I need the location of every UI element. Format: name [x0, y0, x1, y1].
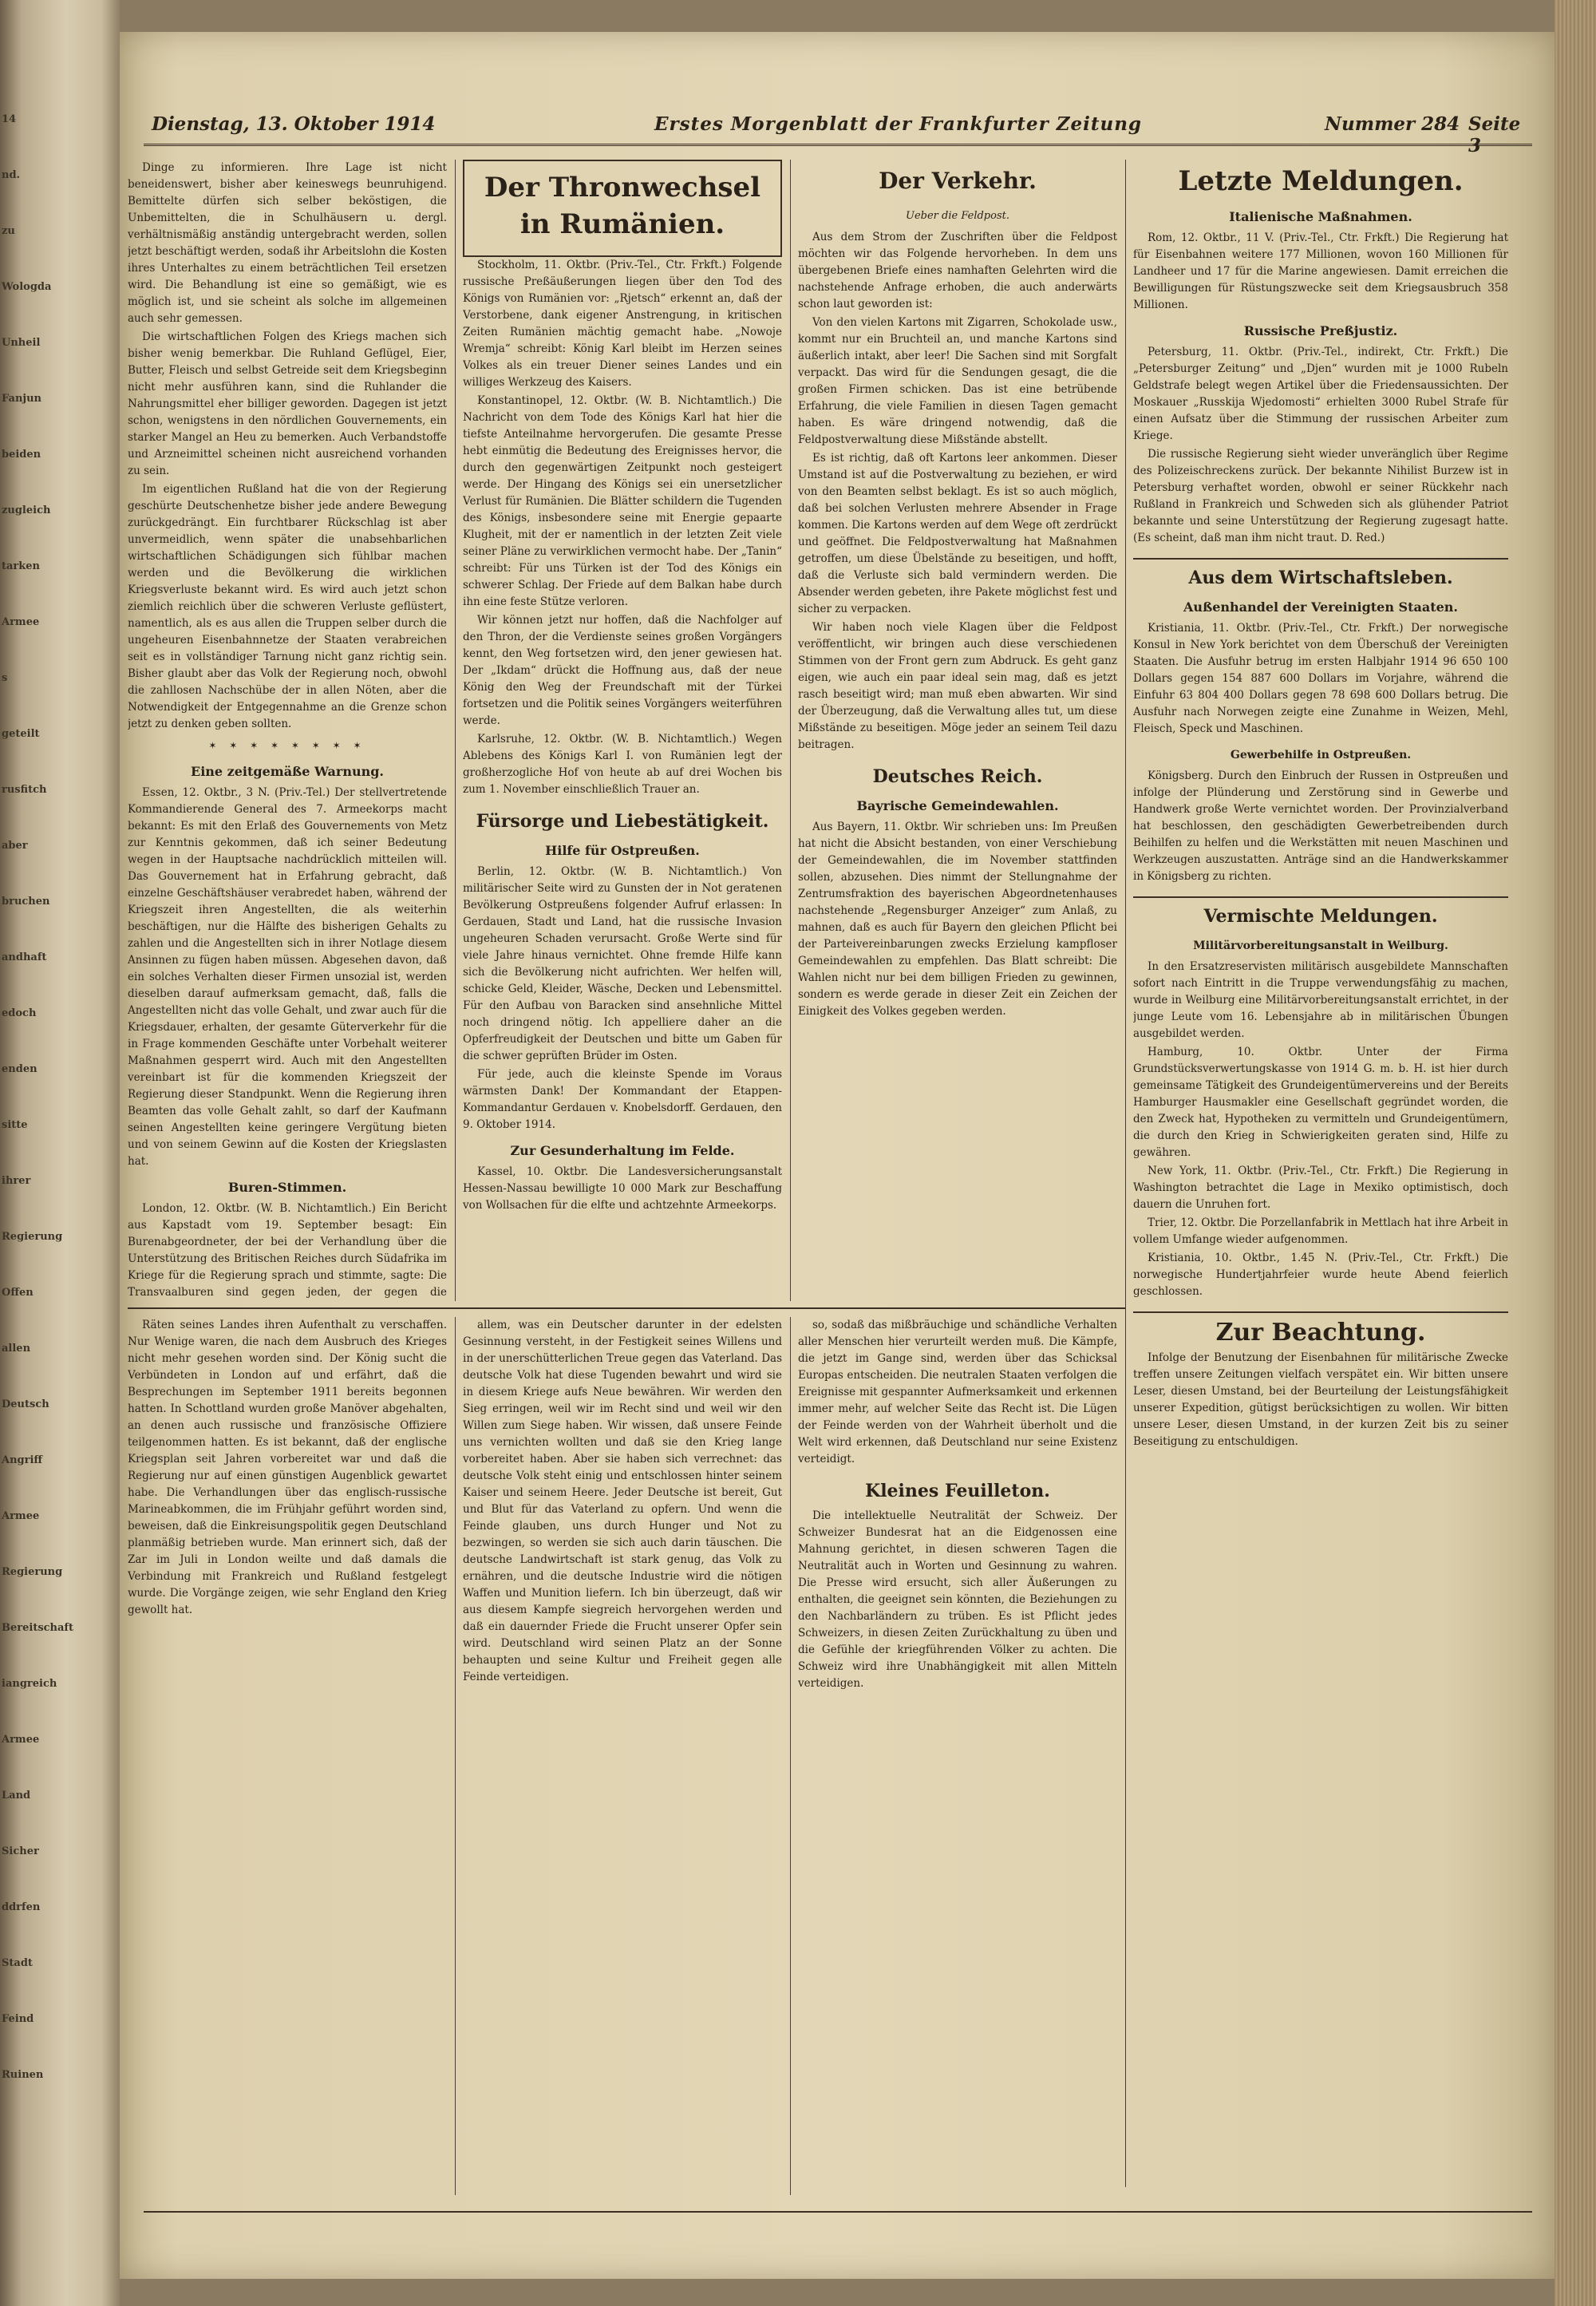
header-paper-title: Erstes Morgenblatt der Frankfurter Zeitung [654, 113, 1143, 135]
fragment-text: Angriff [2, 1454, 43, 1466]
fragment-text: zugleich [2, 504, 51, 516]
column-1 [128, 160, 447, 1301]
bottom-column-2 [463, 1317, 782, 2195]
fragment-text: 14 [2, 113, 17, 125]
article-text: Konstantinopel, 12. Oktbr. (W. B. Nichtamtlich.) Die Nachricht von dem Tode des Königs Karl hat hier die tiefste Anteilnahme hervorgerufen. Die gesamte Presse hebt einmütig die Bedeutung des Ereignisses hervor, die durch den gegenwärtigen Zeitpunkt noch gesteigert werde. Der Hingang des Königs sei ein unersetzlicher Verlust für Rumänien. Die Blätter schildern die Tugenden des Königs, insbesondere seine mit Energie gepaarte Klugheit, mit der er namentlich in der letzten Zeit viele seiner Pläne zu verwirklichen vermocht habe. Der „Tanin“ schreibt: Für uns Türken ist der Tod des Königs ein schwerer Schlag. Der Friede auf dem Balkan habe durch ihn eine feste Stütze verloren. [463, 394, 782, 608]
article-text: Stockholm, 11. Oktbr. (Priv.-Tel., Ctr. Frkft.) Folgende russische Preßäußerungen liegen über den Tod des Königs von Rumänien vor: „Rjetsch“ erkennt an, daß der Verstorbene, dank eigener Anstrengung, in kritischen Zeiten Rumänien mächtig gemacht habe. „Nowoje Wremja“ schreibt: König Karl bleibt im Herzen seines Volkes als ein treuer Diener seines Landes und ein williges Werkzeug des Kaisers. [463, 259, 782, 389]
fragment-text: Deutsch [2, 1398, 49, 1410]
article-text: Für jede, auch die kleinste Spende im Voraus wärmsten Dank! Der Kommandant der Etappen-Kommandantur Gerdauen v. Knobelsdorff. Gerdauen, den 9. Oktober 1914. [463, 1068, 782, 1131]
section-heading: Zur Gesunderhaltung im Felde. [510, 1143, 735, 1158]
section-heading: Aus dem Wirtschaftsleben. [1133, 558, 1508, 590]
article-text: Im eigentlichen Rußland hat die von der Regierung geschürte Deutschenhetze bisher jede andere Bewegung zurückgedrängt. Ein furchtbarer Rückschlag ist aber unvermeidlich, wenn später die unabsehbarlichen wirtschaftlichen Schädigungen sich fühlbar machen werden und die Bevölkerung die wirklichen Kriegsverluste bekannt wird. Es wird auch jetzt schon ziemlich reichlich über die schweren Verluste geflüstert, namentlich, als es aus allen die Truppen selber durch die ungeheuren Eisenbahnnetze der Staaten verabreichen seit es in vollständiger Tarnung nicht ganz richtig sein. Bisher glaubt aber das Volk der Regierung noch, obwohl die zahllosen Nachschübe der in allen Nöten, aber die Notwendigkeit der Entgegennahme an die Grenze schon jetzt zu denken geben sollten. [128, 483, 447, 730]
fragment-text: aber [2, 840, 28, 852]
bottom-column-1 [128, 1317, 447, 2195]
article-text: Von den vielen Kartons mit Zigarren, Schokolade usw., kommt nur ein Bruchteil an, und manche Kartons sind äußerlich intakt, aber leer! Die Sachen sind mit Sorgfalt verpackt. Das wird für die Sendungen gesagt, die die großen Firmen schicken. Das ist eine betrübende Erfahrung, die viele Familien in diesen Tagen gemacht haben. Es wäre dringend notwendig, daß die Feldpostverwaltung diese Mißstände abstellt. [798, 316, 1117, 446]
page-bottom-rule [144, 2211, 1532, 2213]
article-text: New York, 11. Oktbr. (Priv.-Tel., Ctr. Frkft.) Die Regierung in Washington betrachtet die Lage in Mexiko optimistisch, doch dauern die Unruhen fort. [1133, 1165, 1508, 1211]
main-headline: Der Thronwechsel in Rumänien. [484, 172, 761, 240]
fragment-text: Unheil [2, 337, 41, 349]
fragment-text: zu [2, 225, 15, 237]
fragment-text: Armee [2, 616, 40, 628]
fragment-text: nd. [2, 169, 21, 181]
section-subheading: Außenhandel der Vereinigten Staaten. [1183, 599, 1458, 615]
bottom-column-3 [798, 1317, 1117, 2195]
article-text: Königsberg. Durch den Einbruch der Russen in Ostpreußen und infolge der Plünderung und Zerstörung sind in Gewerbe und Handwerk große Werte vernichtet worden. Der Provinzialverband hat beschlossen, den geschädigten Gewerbetreibenden durch Beihilfen zu helfen und die Werkstätten mit neuen Maschinen und Werkzeugen auszustatten. Anträge sind an die Handwerkskammer in Königsberg zu richten. [1133, 769, 1508, 883]
fragment-text: s [2, 672, 8, 684]
article-text: Es ist richtig, daß oft Kartons leer ankommen. Dieser Umstand ist auf die Postverwaltung zu beziehen, er wird von den Beamten selbst beklagt. Es ist so auch möglich, daß bei solchen Verlusten mehrere Absender in Frage kommen. Die Kartons werden auf dem Wege oft zerdrückt und geöffnet. Die Feldpostverwaltung hat Maßnahmen getroffen, um diese Übelstände zu beseitigen, und hofft, daß die Verluste sich bald vermindern werden. Die Absender werden gebeten, ihre Pakete möglichst fest und sicher zu verpacken. [798, 452, 1117, 615]
fragment-text: Sicher [2, 1845, 39, 1857]
article-text: Trier, 12. Oktbr. Die Porzellanfabrik in Mettlach hat ihre Arbeit in vollem Umfange wieder aufgenommen. [1133, 1216, 1508, 1246]
fragment-text: Armee [2, 1510, 40, 1522]
article-text: London, 12. Oktbr. (W. B. Nichtamtlich.) Ein Bericht aus Kapstadt vom 19. September besagt: Ein Burenabgeordneter, der bei der Verhandlung über die Unterstützung des Britischen Reiches durch Südafrika im Kriege für die Regierung sprach und stimmte, sagte: Die Transvaalburen sind gegen jeden, der gegen die [128, 1202, 447, 1299]
section-heading: Eine zeitgemäße Warnung. [191, 764, 384, 779]
section-headline: Letzte Meldungen. [1178, 165, 1464, 197]
fragment-text: andhaft [2, 951, 47, 963]
fragment-text: sitte [2, 1119, 28, 1131]
article-text: Aus Bayern, 11. Oktbr. Wir schrieben uns: Im Preußen hat nicht die Absicht bestanden, von einer Verschiebung der Gemeindewahlen, die im November stattfinden sollen, abzusehen. Dies nimmt der Stellungnahme der Zentrumsfraktion des bayerischen Abgeordnetenhauses nachstehende „Regensburger Anzeiger“ zum Anlaß, zu mahnen, daß es auch für Bayern den gleichen Pflicht bei der Parteivereinbarungen zwecks Erzielung kampfloser Gemeindewahlen zu empfehlen. Das Blatt schreibt: Die Wahlen nicht nur bei dem billigen Frieden zu gewinnen, sondern es werde gerade in dieser Zeit ein Zeichen der Einigkeit des Volkes gegeben werden. [798, 821, 1117, 1018]
section-subheading: Hilfe für Ostpreußen. [545, 843, 700, 858]
fragment-text: rusfitch [2, 784, 47, 796]
article-text: Kassel, 10. Oktbr. Die Landesversicherungsanstalt Hessen-Nassau bewilligte 10 000 Mark zur Beschaffung von Wollsachen für die elfte und achtzehnte Armeekorps. [463, 1165, 782, 1212]
fragment-text: Ruinen [2, 2069, 44, 2081]
section-divider [128, 1307, 1125, 1309]
fragment-text: Fanjun [2, 393, 42, 405]
section-headline: Der Verkehr. [879, 168, 1037, 194]
column-4 [1133, 160, 1508, 2187]
column-3 [798, 160, 1117, 1301]
column-rule [455, 160, 456, 1301]
article-text: Petersburg, 11. Oktbr. (Priv.-Tel., indirekt, Ctr. Frkft.) Die „Petersburger Zeitung“ und „Djen“ wurden mit je 1000 Rubeln Geldstrafe belegt wegen Artikel über die Friedensaussichten. Der Moskauer „Russkija Wjedomosti“ erhielten 3000 Rubel Strafe für einen Aufsatz über die Stimmung der russischen Arbeiter zum Kriege. [1133, 346, 1508, 442]
headline-box [463, 160, 782, 257]
column-2 [463, 160, 782, 1301]
section-subheading: Militärvorbereitungsanstalt in Weilburg. [1193, 939, 1448, 952]
fragment-text: Armee [2, 1734, 40, 1746]
article-text: Wir können jetzt nur hoffen, daß die Nachfolger auf den Thron, der die Verdienste seines großen Vorgängers kennt, den Weg fortsetzen wird, den jener gewiesen hat. Der „Ikdam“ drückt die Hoffnung aus, daß der neue König den Weg der Freundschaft mit der Türkei fortsetzen und die Politik seines Vorgängers weiterführen werde. [463, 614, 782, 727]
section-heading: Kleines Feuilleton. [865, 1481, 1050, 1501]
previous-page-fragment [0, 112, 112, 2203]
header-issue-number: Nummer 284 [1325, 113, 1460, 135]
fragment-text: Offen [2, 1287, 34, 1299]
fragment-text: Regierung [2, 1566, 63, 1578]
column-rule [790, 1317, 791, 2195]
section-heading: Buren-Stimmen. [227, 1180, 347, 1195]
fragment-text: Land [2, 1790, 31, 1802]
section-subheading: Ueber die Feldpost. [906, 210, 1009, 222]
article-text: Kristiania, 10. Oktbr., 1.45 N. (Priv.-Tel., Ctr. Frkft.) Die norwegische Hundertjahrfeier wurde heute Abend feierlich geschlossen. [1133, 1252, 1508, 1298]
section-heading: Italienische Maßnahmen. [1229, 209, 1412, 224]
fragment-text: edoch [2, 1007, 37, 1019]
article-text: Infolge der Benutzung der Eisenbahnen für militärische Zwecke treffen unsere Zeitungen vielfach verspätet ein. Wir bitten unsere Leser, diesen Umstand, bei der Beurteilung der Leistungsfähigkeit unserer Expedition, gütigst berücksichtigen zu wollen. Wir bitten unsere Leser, diesen Umstand, in der kurzen Zeit bis zu seiner Beseitigung zu entschuldigen. [1133, 1351, 1508, 1448]
fragment-text: tarken [2, 560, 41, 572]
fragment-text: Regierung [2, 1231, 63, 1243]
article-text: Die wirtschaftlichen Folgen des Kriegs machen sich bisher wenig bemerkbar. Die Ruhland Geflügel, Eier, Butter, Fleisch und selbst Getreide seit dem Kriegsbeginn nicht mehr ausführen kann, sind die Ruhlander die Nahrungsmittel eher billiger geworden. Dagegen ist jetzt schon, wenigstens in den nördlichen Gouvernements, ein starker Mangel an Heu zu bemerken. Auch Verbandstoffe und Arzneimittel scheinen nicht ausreichend vorhanden zu sein. [128, 330, 447, 477]
section-subheading: Bayrische Gemeindewahlen. [856, 798, 1059, 813]
article-text: Rom, 12. Oktbr., 11 V. (Priv.-Tel., Ctr. Frkft.) Die Regierung hat für Eisenbahnen weitere 177 Millionen, wovon 160 Millionen für Landheer und 17 für die Marine angewiesen. Damit erreichen die Bewilligungen für Rüstungszwecke seit dem Kriegsausbruch 358 Millionen. [1133, 231, 1508, 311]
article-text: Kristiania, 11. Oktbr. (Priv.-Tel., Ctr. Frkft.) Der norwegische Konsul in New York berichtet von dem Überschuß der Vereinigten Staaten. Die Ausfuhr betrug im ersten Halbjahr 1914 96 650 100 Dollars gegen 154 887 600 Dollars im Vorjahre, während die Einfuhr 63 804 400 Dollars gegen 78 698 600 Dollars betrug. Die Ausfuhr nach Norwegen zeigte eine Zunahme in Weizen, Mehl, Fleisch, Speck und Maschinen. [1133, 622, 1508, 735]
article-text: Berlin, 12. Oktbr. (W. B. Nichtamtlich.) Von militärischer Seite wird zu Gunsten der in Not geratenen Bevölkerung Ostpreußens folgender Aufruf erlassen: In Gerdauen, Stadt und Land, hat die russische Invasion ungeheuren Schaden verursacht. Große Werte sind für viele Jahre hinaus vernichtet. Ohne fremde Hilfe kann sich die Bevölkerung nicht aufrichten. Wer helfen will, schicke Geld, Kleider, Wäsche, Decken und Lebensmittel. Für den Aufbau von Baracken sind ansehnliche Mittel noch dringend nötig. Ich appelliere daher an die Opferfreudigkeit der Deutschen und bitte um Gaben für die schwer geprüften Brüder im Osten. [463, 865, 782, 1062]
header-date: Dienstag, 13. Oktober 1914 [152, 113, 436, 135]
newspaper-page [120, 32, 1556, 2279]
page-header [144, 109, 1532, 156]
section-heading: Zur Beachtung. [1133, 1311, 1508, 1345]
fragment-text: iangreich [2, 1678, 57, 1690]
fragment-text: ihrer [2, 1175, 31, 1187]
article-text: Räten seines Landes ihren Aufenthalt zu verschaffen. Nur Wenige waren, die nach dem Ausbruch des Krieges nicht mehr gesehen worden sind. Der König sucht die Verbündeten in London auf und erfährt, daß die Besprechungen im September 1911 bereits begonnen hatten. In Schottland wurden große Manöver abgehalten, an denen auch russische und französische Offiziere teilgenommen hatten. Es ist bekannt, daß der englische Kriegsplan seit Jahren vorbereitet war und daß die Regierung nur auf einen günstigen Augenblick gewartet habe. Die Verhandlungen über das englisch-russische Marineabkommen, die im Frühjahr geführt worden sind, beweisen, daß die Einkreisungspolitik gegen Deutschland planmäßig betrieben wurde. Man erinnert sich, daß der Zar im Juli in London weilte und daß damals die Verbindung mit Frankreich und Rußland festgelegt wurde. Die Vorgänge zeigen, wie sehr England den Krieg gewollt hat. [128, 1319, 447, 1616]
fragment-text: beiden [2, 449, 41, 461]
section-heading: Fürsorge und Liebestätigkeit. [476, 811, 769, 832]
section-heading: Vermischte Meldungen. [1133, 896, 1508, 928]
article-text: Aus dem Strom der Zuschriften über die Feldpost möchten wir das Folgende hervorheben. In dem uns übergebenen Briefe eines namhaften Gelehrten wird die nachstehende Anfrage erhoben, die auch anderwärts schon laut geworden ist: [798, 231, 1117, 310]
ornament-divider: ✶ ✶ ✶ ✶ ✶ ✶ ✶ ✶ [208, 740, 366, 751]
article-text: Essen, 12. Oktbr., 3 N. (Priv.-Tel.) Der stellvertretende Kommandierende General des 7. Armeekorps macht bekannt: Es mit den Erlaß des Gouvernements von Metz zur Kenntnis gekommen, daß ich seiner Bedeutung wegen in der Hauptsache nachdrücklich mitteilen will. Das Gouvernement hat in Erfahrung gebracht, daß einzelne Geschäftshäuser verabredet haben, während der Kriegszeit ihren Angestellten, die als weiterhin beschäftigen, nur die Hälfte des bisherigen Gehalts zu zahlen und die Angestellten sich in ihrer Notlage diesem Ansinnen zu fügen haben müssen. Abgesehen davon, daß ein solches Verhalten dieser Firmen unsozial ist, werden dieselben darauf aufmerksam gemacht, daß, falls die Angestellten nicht das volle Gehalt, und zwar auch für die Kriegsdauer, erhalten, der gesamte Güterverkehr für die in Frage kommenden Geschäfte unter Vorbehalt weiterer Maßnahmen gesperrt wird. Auch mit den Angestellten vereinbart ist für die kommenden Kriegszeit der Regierung dieser Standpunkt. Wenn die Regierung ihren Beamten das volle Gehalt zahlt, so darf der Kaufmann seinen Angestellten keine geringere Vergütung bieten und von seinem Gewinn auf die Kosten der Kriegslasten hat. [128, 786, 447, 1168]
article-text: Die intellektuelle Neutralität der Schweiz. Der Schweizer Bundesrat hat an die Eidgenossen eine Mahnung gerichtet, in diesen schweren Tagen die Neutralität auch in Worten und Gesinnung zu wahren. Die Presse wird ersucht, sich aller Äußerungen zu enthalten, die geeignet sein könnten, die Beziehungen zu den Nachbarländern zu trüben. Es ist Pflicht jedes Schweizers, in diesen Zeiten Zurückhaltung zu üben und die Gefühle der kriegführenden Völker zu achten. Die Schweiz wird ihre Unabhängigkeit mit allen Mitteln verteidigen. [798, 1509, 1117, 1690]
article-text: Die russische Regierung sieht wieder unveränglich über Regime des Polizeischreckens zurück. Der bekannte Nihilist Burzew ist in Petersburg verhaftet worden, obwohl er seiner Rückkehr nach Rußland in Frankreich und Schweden sich als glühender Patriot bekannte und seine Unterstützung der Regierung zugesagt hatte. (Es scheint, daß man ihm nicht traut. D. Red.) [1133, 448, 1508, 544]
article-text: Wir haben noch viele Klagen über die Feldpost veröffentlicht, wir bringen auch diese verschiedenen Stimmen von der Front gern zum Abdruck. Es geht ganz eigen, wie auch ein paar ideal sein mag, daß es jetzt rasch beseitigt wird; man muß eben abwarten. Wir sind der Überzeugung, daß die Verwaltung alles tut, um diese Mißstände zu beseitigen. Möge jeder an seinem Teil dazu beitragen. [798, 621, 1117, 751]
fragment-text: geteilt [2, 728, 40, 740]
section-heading: Deutsches Reich. [872, 766, 1043, 787]
column-rule [455, 1317, 456, 2195]
fragment-text: enden [2, 1063, 38, 1075]
fragment-text: allen [2, 1343, 31, 1355]
article-text: In den Ersatzreservisten militärisch ausgebildete Mannschaften sofort nach Eintritt in die Truppe verwendungsfähig zu machen, wurde in Weilburg eine Militärvorbereitungsanstalt errichtet, in der junge Leute vom 16. Lebensjahre ab in militärischen Übungen ausgebildet werden. [1133, 960, 1508, 1040]
fragment-text: Bereitschaft [2, 1622, 74, 1634]
section-subheading: Gewerbehilfe in Ostpreußen. [1230, 749, 1412, 761]
column-rule [1125, 160, 1126, 2187]
article-text: Dinge zu informieren. Ihre Lage ist nicht beneidenswert, bisher aber keineswegs beunruhigend. Bemittelte dürfen sich selber beköstigen, die Unbemittelten, die in Schulhäusern u. dergl. verhältnismäßig anständig untergebracht werden, sollen jetzt beschäftigt werden, sodaß ihr Arbeitslohn die Kosten ihres Unterhaltes zu einem beträchtlichen Teil ersetzen wird. Die Behandlung ist eine so gemäßigt, wie es möglich ist, und sie scheint als solche im allgemeinen auch sehr gemessen. [128, 161, 447, 325]
fragment-text: Feind [2, 2013, 34, 2025]
article-text: so, sodaß das mißbräuchige und schändliche Verhalten aller Menschen hier verurteilt werden muß. Die Kämpfe, die jetzt im Gange sind, werden über das Schicksal Europas entscheiden. Die neutralen Staaten verfolgen die Ereignisse mit gespannter Aufmerksamkeit und erkennen immer mehr, auf welcher Seite das Recht ist. Die Lügen der Feinde werden von der Wahrheit überholt und die Welt wird erkennen, daß Deutschland nur seine Existenz verteidigt. [798, 1319, 1117, 1465]
fragment-text: Stadt [2, 1957, 33, 1969]
book-page-stack-right [1555, 0, 1596, 2306]
fragment-text: Wologda [2, 281, 52, 293]
article-text: Karlsruhe, 12. Oktbr. (W. B. Nichtamtlich.) Wegen Ablebens des Königs Karl I. von Rumänien legt der großherzogliche Hof von heute ab auf drei Wochen bis zum 1. November einschließlich Trauer an. [463, 733, 782, 796]
header-page-number: Seite 3 [1468, 113, 1521, 156]
section-heading: Russische Preßjustiz. [1243, 323, 1398, 338]
fragment-text: bruchen [2, 896, 50, 908]
article-text: Hamburg, 10. Oktbr. Unter der Firma Grundstücksverwertungskasse von 1914 G. m. b. H. ist hier durch gemeinsame Tätigkeit des Grundeigentümervereins und der Bereits Hamburger Hausmakler eine Gesellschaft gegründet worden, die den Zweck hat, Hypotheken zu vermitteln und Grundeigentümern, die durch den Krieg in Schwierigkeiten geraten sind, Hilfe zu gewähren. [1133, 1046, 1508, 1159]
fragment-text: ddrfen [2, 1901, 41, 1913]
article-text: allem, was ein Deutscher darunter in der edelsten Gesinnung versteht, in der Festigkeit seines Willens und in der unerschütterlichen Treue gegen das Vaterland. Das deutsche Volk hat diese Tugenden bewahrt und wird sie in diesem Kriege aufs Neue bewähren. Wir werden den Sieg erringen, weil wir im Recht sind und weil wir den Willen zum Siege haben. Wir wissen, daß unsere Feinde uns vernichten wollten und daß sie den Krieg lange vorbereitet haben. Aber sie haben sich verrechnet: das deutsche Volk steht einig und entschlossen hinter seinem Kaiser und seinem Heere. Jeder Deutsche ist bereit, Gut und Blut für das Vaterland zu opfern. Und wenn die Feinde glauben, uns durch Hunger und Not zu bezwingen, so werden sie sich auch darin täuschen. Die deutsche Landwirtschaft ist stark genug, das Volk zu ernähren, und die deutsche Industrie wird die nötigen Waffen und Munition liefern. Ich bin überzeugt, daß wir aus diesem Kampfe siegreich hervorgehen werden und daß ein dauernder Friede die Frucht unserer Opfer sein wird. Deutschland wird seinen Platz an der Sonne behaupten und seine Kultur und Freiheit gegen alle Feinde verteidigen. [463, 1319, 782, 1683]
column-rule [790, 160, 791, 1301]
